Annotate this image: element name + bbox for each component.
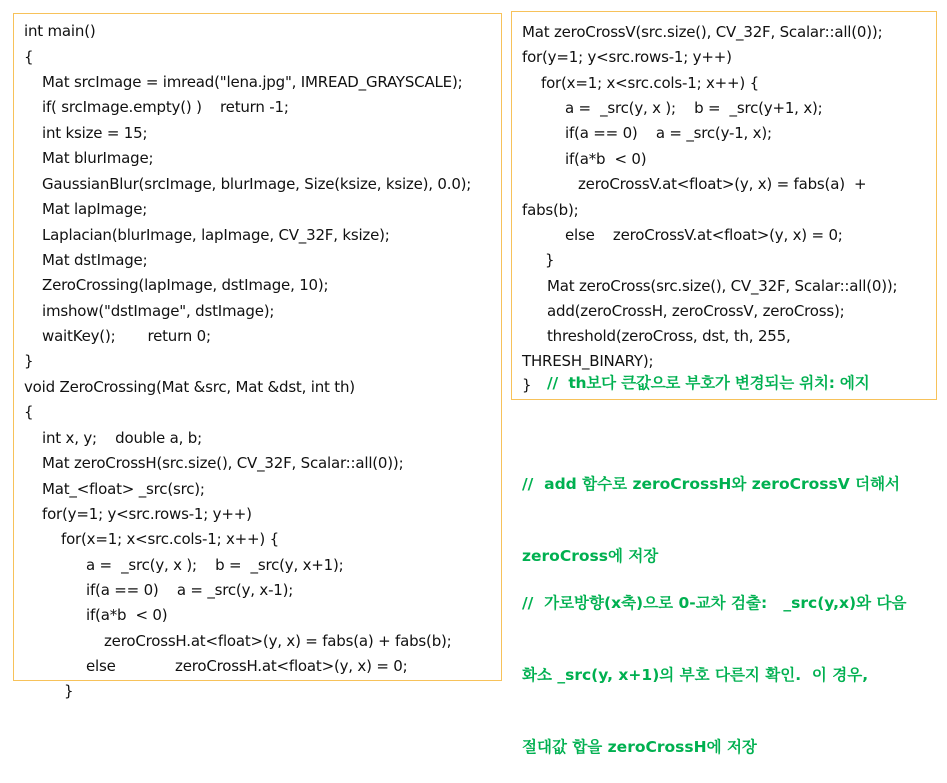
code-line: } (64, 682, 74, 700)
code-line: if( srcImage.empty() ) return -1; (42, 98, 289, 116)
comment-line: 화소 _src(y, x+1)의 부호 다른지 확인. 이 경우, (522, 666, 869, 684)
code-line: a = _src(y, x ); b = _src(y+1, x); (565, 99, 823, 117)
code-line: Mat zeroCross(src.size(), CV_32F, Scalar::all(0)); (547, 277, 898, 295)
code-line: int x, y; double a, b; (42, 429, 202, 447)
code-line: zeroCrossH.at<float>(y, x) = fabs(a) + fabs(b); (104, 632, 452, 650)
code-line: Mat lapImage; (42, 200, 148, 218)
code-line: int ksize = 15; (42, 124, 148, 142)
comment-line: 절대값 합을 zeroCrossH에 저장 (522, 738, 757, 756)
code-line: Mat zeroCrossV(src.size(), CV_32F, Scalar::all(0)); (522, 23, 883, 41)
code-line: Laplacian(blurImage, lapImage, CV_32F, ksize); (42, 226, 390, 244)
code-line: for(y=1; y<src.rows-1; y++) (522, 48, 732, 66)
code-line: threshold(zeroCross, dst, th, 255, (547, 327, 791, 345)
code-line: Mat blurImage; (42, 149, 154, 167)
comment-line: // 가로방향(x축)으로 0-교차 검출: _src(y,x)와 다음 (522, 594, 907, 612)
code-line: if(a*b < 0) (86, 606, 168, 624)
comment-line: zeroCross에 저장 (522, 547, 659, 565)
code-line: waitKey(); return 0; (42, 327, 211, 345)
code-line: GaussianBlur(srcImage, blurImage, Size(ksize, ksize), 0.0); (42, 175, 472, 193)
code-line: imshow("dstImage", dstImage); (42, 302, 275, 320)
code-line: Mat dstImage; (42, 251, 148, 269)
inline-comment: // th보다 큰값으로 부호가 변경되는 위치: 에지 (547, 374, 870, 392)
code-line: int main() (24, 22, 96, 40)
code-line: if(a*b < 0) (565, 150, 647, 168)
code-line: Mat srcImage = imread("lena.jpg", IMREAD_GRAYSCALE); (42, 73, 463, 91)
code-line: a = _src(y, x ); b = _src(y, x+1); (86, 556, 344, 574)
code-line: for(x=1; x<src.cols-1; x++) { (541, 74, 759, 92)
comment-line: // add 함수로 zeroCrossH와 zeroCrossV 더해서 (522, 475, 901, 493)
code-line: } (522, 376, 532, 394)
code-line: { (24, 403, 34, 421)
code-line: Mat zeroCrossH(src.size(), CV_32F, Scalar::all(0)); (42, 454, 404, 472)
code-line: zeroCrossV.at<float>(y, x) = fabs(a) + (578, 175, 867, 193)
code-line: void ZeroCrossing(Mat &src, Mat &dst, int th) (24, 378, 355, 396)
code-line: } (545, 251, 555, 269)
code-line: THRESH_BINARY); (522, 352, 654, 370)
code-line: ZeroCrossing(lapImage, dstImage, 10); (42, 276, 329, 294)
code-line: } (24, 352, 34, 370)
code-line: else zeroCrossV.at<float>(y, x) = 0; (565, 226, 843, 244)
code-line: for(y=1; y<src.rows-1; y++) (42, 505, 252, 523)
comment-horizontal (522, 543, 906, 783)
code-line: for(x=1; x<src.cols-1; x++) { (61, 530, 279, 548)
code-line: if(a == 0) a = _src(y-1, x); (565, 124, 772, 142)
code-line: { (24, 48, 34, 66)
code-line: Mat_<float> _src(src); (42, 480, 205, 498)
code-line: add(zeroCrossH, zeroCrossV, zeroCross); (547, 302, 845, 320)
code-line: fabs(b); (522, 201, 579, 219)
code-line: if(a == 0) a = _src(y, x-1); (86, 581, 294, 599)
code-line: else zeroCrossH.at<float>(y, x) = 0; (86, 657, 408, 675)
